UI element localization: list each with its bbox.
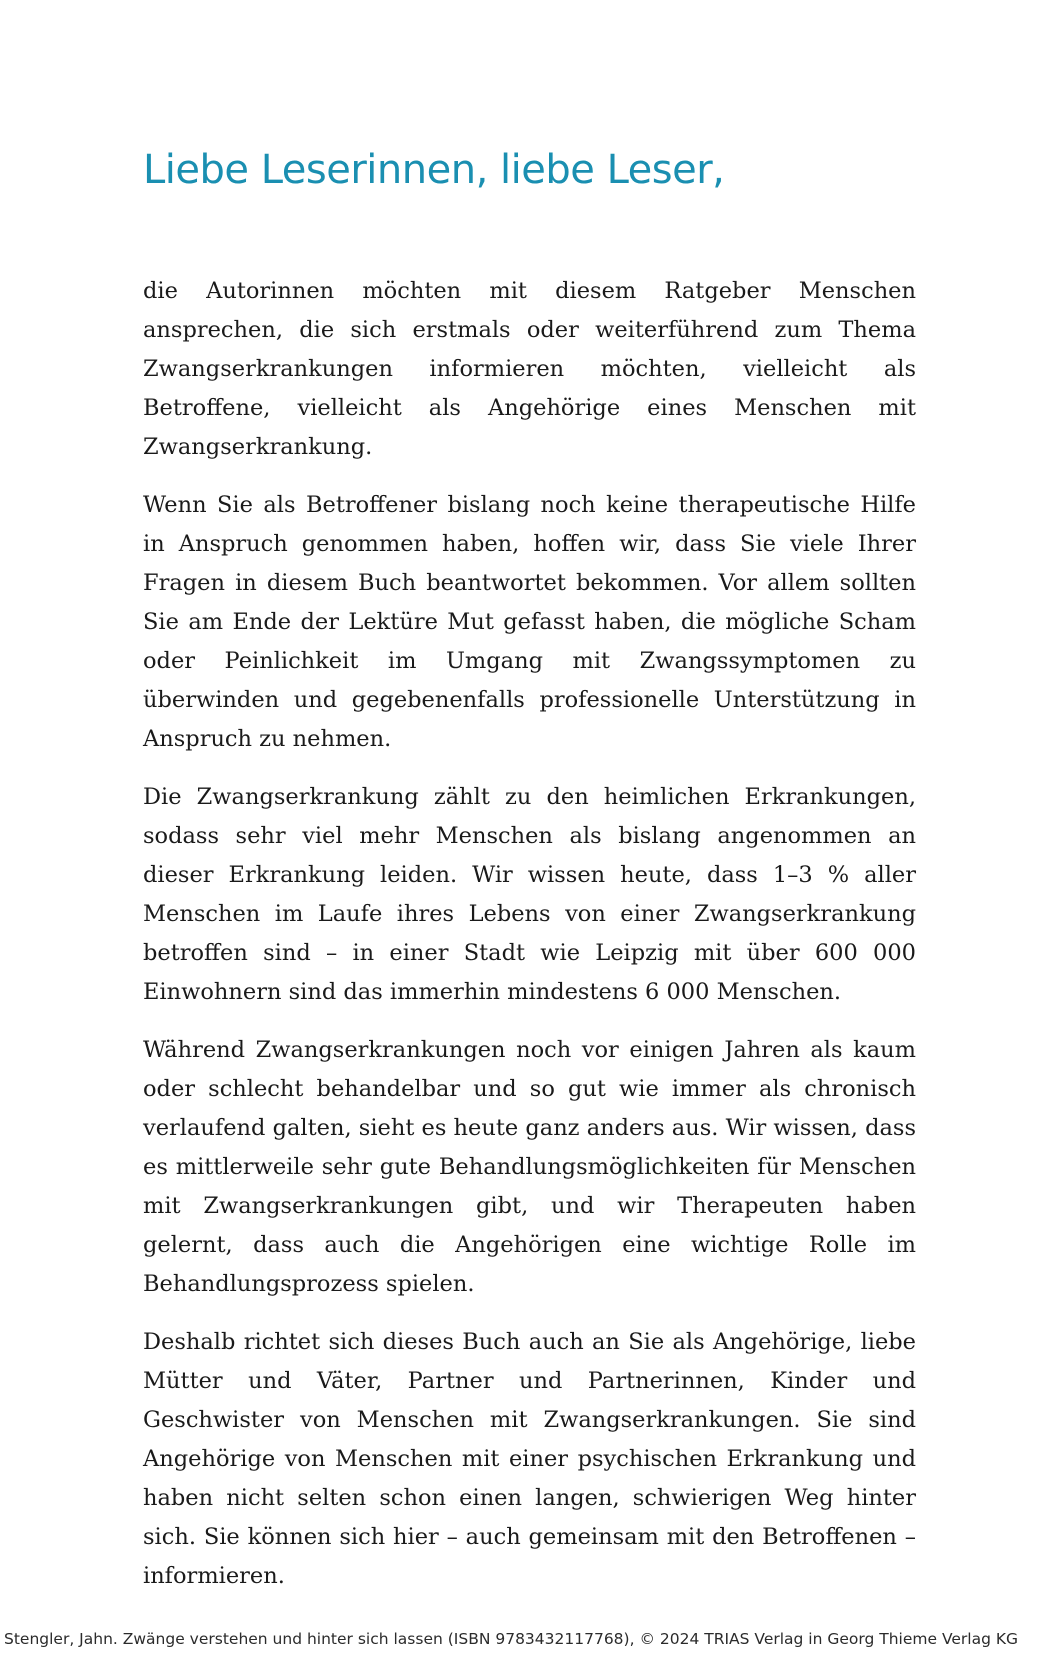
page-heading: Liebe Leserinnen, liebe Leser,	[143, 147, 725, 193]
body-text	[143, 272, 916, 1596]
paragraph-intro: die Autorinnen möchten mit diesem Ratgeber Menschen ansprechen, die sich erstmals oder weiterführend zum Thema Zwangserkrankungen informieren möchten, vielleicht als Betroffene, vielleicht als Angehörige eines Menschen mit Zwangserkrankung.	[143, 278, 916, 460]
paragraph-prevalence: Die Zwangserkrankung zählt zu den heimlichen Erkrankungen, sodass sehr viel mehr Menschen als bislang angenommen an dieser Erkrankung leiden. Wir wissen heute, dass 1–3 % aller Menschen im Laufe ihres Lebens von einer Zwangserkrankung betroffen sind – in einer Stadt wie Leipzig mit über 600 000 Einwohnern sind das immerhin mindestens 6 000 Menschen.	[143, 784, 916, 1005]
copyright-footer: Stengler, Jahn. Zwänge verstehen und hinter sich lassen (ISBN 9783432117768), © 2024 TRIAS Verlag in Georg Thieme Verlag KG	[4, 1630, 1019, 1648]
paragraph-treatment: Während Zwangserkrankungen noch vor einigen Jahren als kaum oder schlecht behandelbar und so gut wie immer als chronisch verlaufend galten, sieht es heute ganz anders aus. Wir wissen, dass es mittlerweile sehr gute Behandlungsmöglichkeiten für Menschen mit Zwangserkrankungen gibt, und wir Therapeuten haben gelernt, dass auch die Angehörigen eine wichtige Rolle im Behandlungsprozess spielen.	[143, 1037, 916, 1297]
paragraph-relatives: Deshalb richtet sich dieses Buch auch an Sie als Angehörige, liebe Mütter und Väter, Partner und Partnerinnen, Kinder und Geschwister von Menschen mit Zwangserkrankungen. Sie sind Angehörige von Menschen mit einer psychischen Erkrankung und haben nicht selten schon einen langen, schwierigen Weg hinter sich. Sie können sich hier – auch gemeinsam mit den Betroffenen – informieren.	[143, 1329, 916, 1589]
paragraph-affected: Wenn Sie als Betroffener bislang noch keine therapeutische Hilfe in Anspruch genommen haben, hoffen wir, dass Sie viele Ihrer Fragen in diesem Buch beantwortet bekommen. Vor allem sollten Sie am Ende der Lektüre Mut gefasst haben, die mögliche Scham oder Peinlichkeit im Umgang mit Zwangssymptomen zu überwinden und gegebenenfalls professionelle Unterstützung in Anspruch zu nehmen.	[143, 492, 916, 752]
